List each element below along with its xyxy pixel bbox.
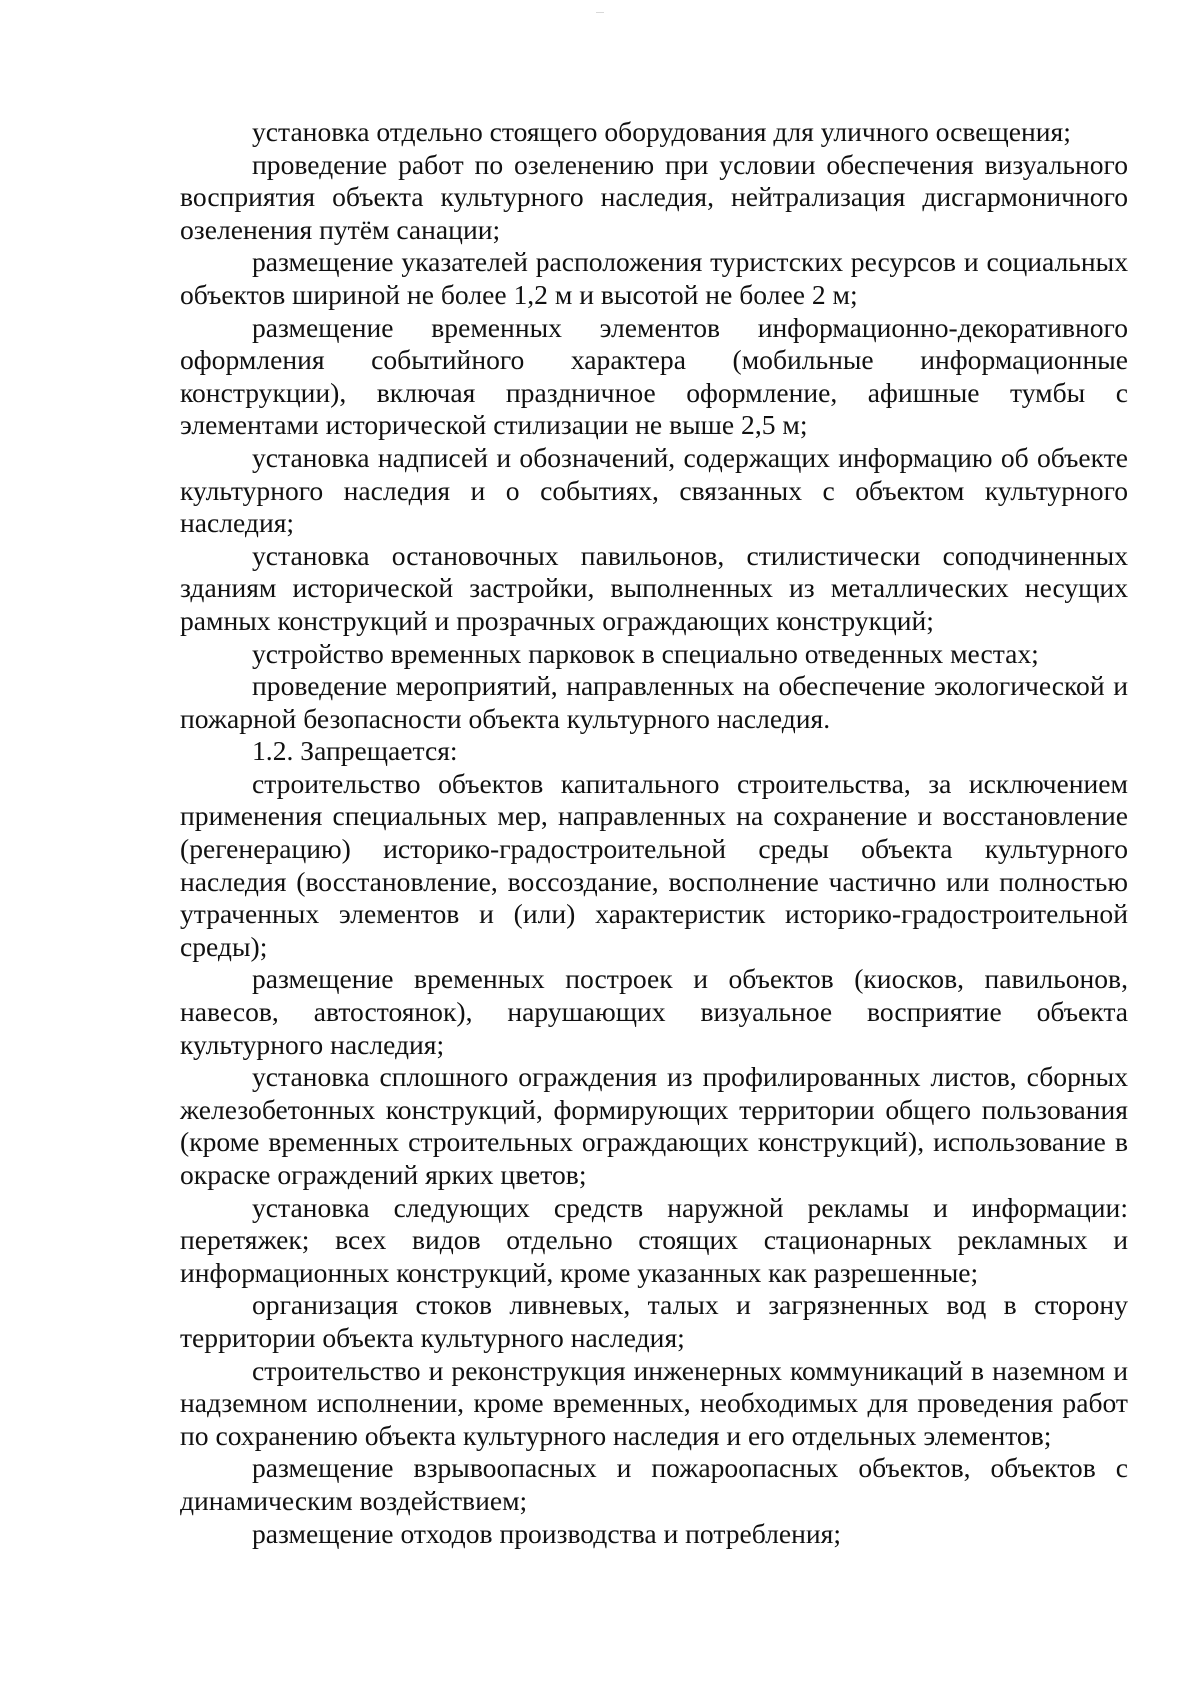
paragraph-temporary-parking: устройство временных парковок в специально отведенных местах;: [252, 637, 1039, 669]
paragraph-street-lighting: установка отдельно стоящего оборудования для уличного освещения;: [252, 116, 1071, 147]
paragraph-inscriptions: установка надписей и обозначений, содержащих информацию об объекте культурного наследия и о событиях, связанных с объектом культурного наследия;: [180, 441, 1128, 539]
document-body: [180, 116, 1128, 1550]
paragraph-landscaping: проведение работ по озеленению при условии обеспечения визуального восприятия объекта культурного наследия, нейтрализация дисгармоничного озеленения путём санации;: [180, 148, 1128, 245]
paragraph-capital-construction: строительство объектов капитального строительства, за исключением применения специальных мер, направленных на сохранение и восстановление (регенерацию) историко-градостроительной среды объекта культурного наследия (восстановление, воссоздание, восполнение частично или полностью утраченных элементов и (или) характеристик историко-градостроительной среды);: [180, 767, 1128, 962]
page-top-mark: [596, 12, 604, 13]
paragraph-temporary-buildings: размещение временных построек и объектов (киосков, павильонов, навесов, автостоянок), нарушающих визуальное восприятие объекта культурного наследия;: [180, 963, 1128, 1060]
paragraph-engineering-networks: строительство и реконструкция инженерных коммуникаций в наземном и надземном исполнении, кроме временных, необходимых для проведения работ по сохранению объекта культурного наследия и его отдельных элементов;: [180, 1354, 1128, 1451]
paragraph-tourist-signs: размещение указателей расположения туристских ресурсов и социальных объектов шириной не более 1,2 м и высотой не более 2 м;: [180, 246, 1128, 310]
paragraph-water-drainage: организация стоков ливневых, талых и загрязненных вод в сторону территории объекта культурного наследия;: [180, 1289, 1128, 1353]
paragraph-bus-shelters: установка остановочных павильонов, стилистически соподчиненных зданиям исторической застройки, выполненных из металлических несущих рамных конструкций и прозрачных ограждающих конструкций;: [180, 539, 1128, 636]
paragraph-solid-fencing: установка сплошного ограждения из профилированных листов, сборных железобетонных конструкций, формирующих территории общего пользования (кроме временных строительных ограждающих конструкций), использование в окраске ограждений ярких цветов;: [180, 1061, 1128, 1190]
section-heading-prohibited: 1.2. Запрещается:: [252, 735, 458, 767]
paragraph-waste-placement: размещение отходов производства и потребления;: [252, 1517, 842, 1549]
paragraph-hazardous-objects: размещение взрывоопасных и пожароопасных объектов, объектов с динамическим воздействием;: [180, 1452, 1128, 1516]
paragraph-temporary-decor: размещение временных элементов информационно-декоративного оформления событийного характера (мобильные информационные конструкции), включая праздничное оформление, афишные тумбы с элементами исторической стилизации не выше 2,5 м;: [180, 311, 1128, 441]
paragraph-outdoor-advertising: установка следующих средств наружной рекламы и информации: перетяжек; всех видов отдельно стоящих стационарных рекламных и информационных конструкций, кроме указанных как разрешенные;: [180, 1191, 1128, 1288]
paragraph-safety-measures: проведение мероприятий, направленных на обеспечение экологической и пожарной безопасности объекта культурного наследия.: [180, 670, 1128, 734]
